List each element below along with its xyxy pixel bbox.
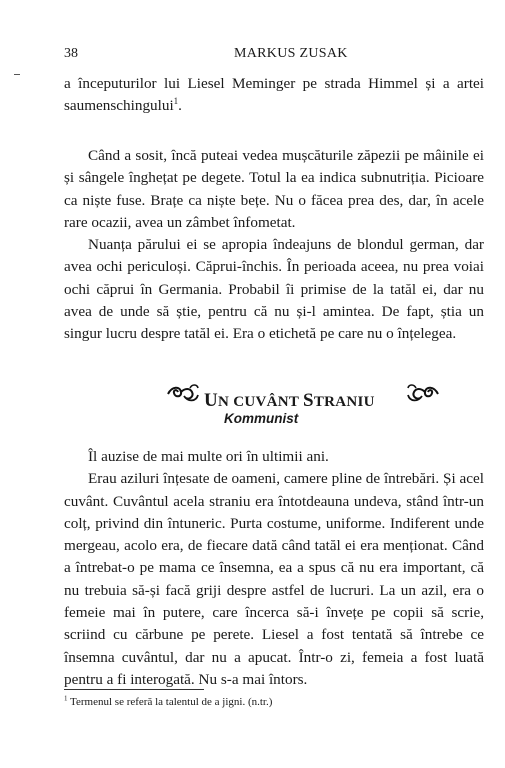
flourish-ornament-left-icon [166, 382, 200, 404]
paragraph-text: a începuturilor lui Liesel Meminger pe strada Himmel și a artei saumenschingului [64, 75, 484, 115]
paragraph: a începuturilor lui Liesel Meminger pe strada Himmel și a artei saumenschingului$^1$. [64, 75, 484, 115]
margin-mark [14, 74, 20, 75]
footnote-reference: 1 [173, 96, 179, 107]
footnote-text: Termenul se referă la talentul de a jigni. (n.tr.) [67, 696, 273, 708]
section-title: UN CUVÂNT STRANIU [204, 390, 375, 411]
section-subtitle: Kommunist [224, 411, 299, 426]
paragraph: Când a sosit, încă puteai vedea mușcăturile zăpezii pe mâinile ei și sângele înghețat pe degete. Totul la ea indica subnutriția. Picioare ca niște fuse. Brațe ca niște bețe. Nu o făcea prea des, dar, în acele rare ocazii, avea un zâmbet înfometat. [64, 147, 484, 231]
footnote [64, 695, 484, 709]
section-heading [64, 380, 484, 426]
page-header [64, 46, 484, 66]
text-block-bottom [64, 446, 484, 691]
paragraph: Îl auzise de mai multe ori în ultimii ani. [88, 448, 329, 465]
paragraph: Erau aziluri înțesate de oameni, camere pline de întrebări. Și acel cuvânt. Cuvântul acela straniu era întotdeauna undeva, stând într-un colț, privind din întuneric. Purta costume, uniforme. Indiferent unde mergeau, acolo era, de fiecare dată când tatăl ei era menționat. Când a întrebat-o pe mama ce însemna, ea a spus că nu era important, că nu trebuia să-și facă griji despre astfel de lucruri. La un azil, era o femeie mai în putere, care încerca să-i învețe pe copii să scrie, scriind cu cărbune pe perete. Liesel a fost tentată să întrebe ce însemna cuvântul, dar nu a apucat. Într-o zi, femeia a fost luată pentru a fi interogată. Nu s-a mai întors. [64, 470, 484, 688]
text-block-top [64, 73, 484, 118]
footnote-marker: 1 [64, 694, 68, 703]
flourish-ornament-right-icon [406, 382, 440, 404]
paragraph: Nuanța părului ei se apropia îndeajuns de blondul german, dar avea ochi periculoși. Căprui-închis. În perioada aceea, nu prea voiai ochi căprui în Germania. Probabil îi primise de la tatăl ei, dar nu avea de unde să știe, pentru că nu și-l amintea. De fapt, știa un singur lucru despre tatăl ei. Era o etichetă pe care nu o înțelegea. [64, 236, 484, 343]
page-number: 38 [64, 46, 78, 61]
text-block-middle [64, 123, 484, 346]
running-head: MARKUS ZUSAK [234, 46, 348, 61]
footnote-divider [64, 689, 204, 690]
